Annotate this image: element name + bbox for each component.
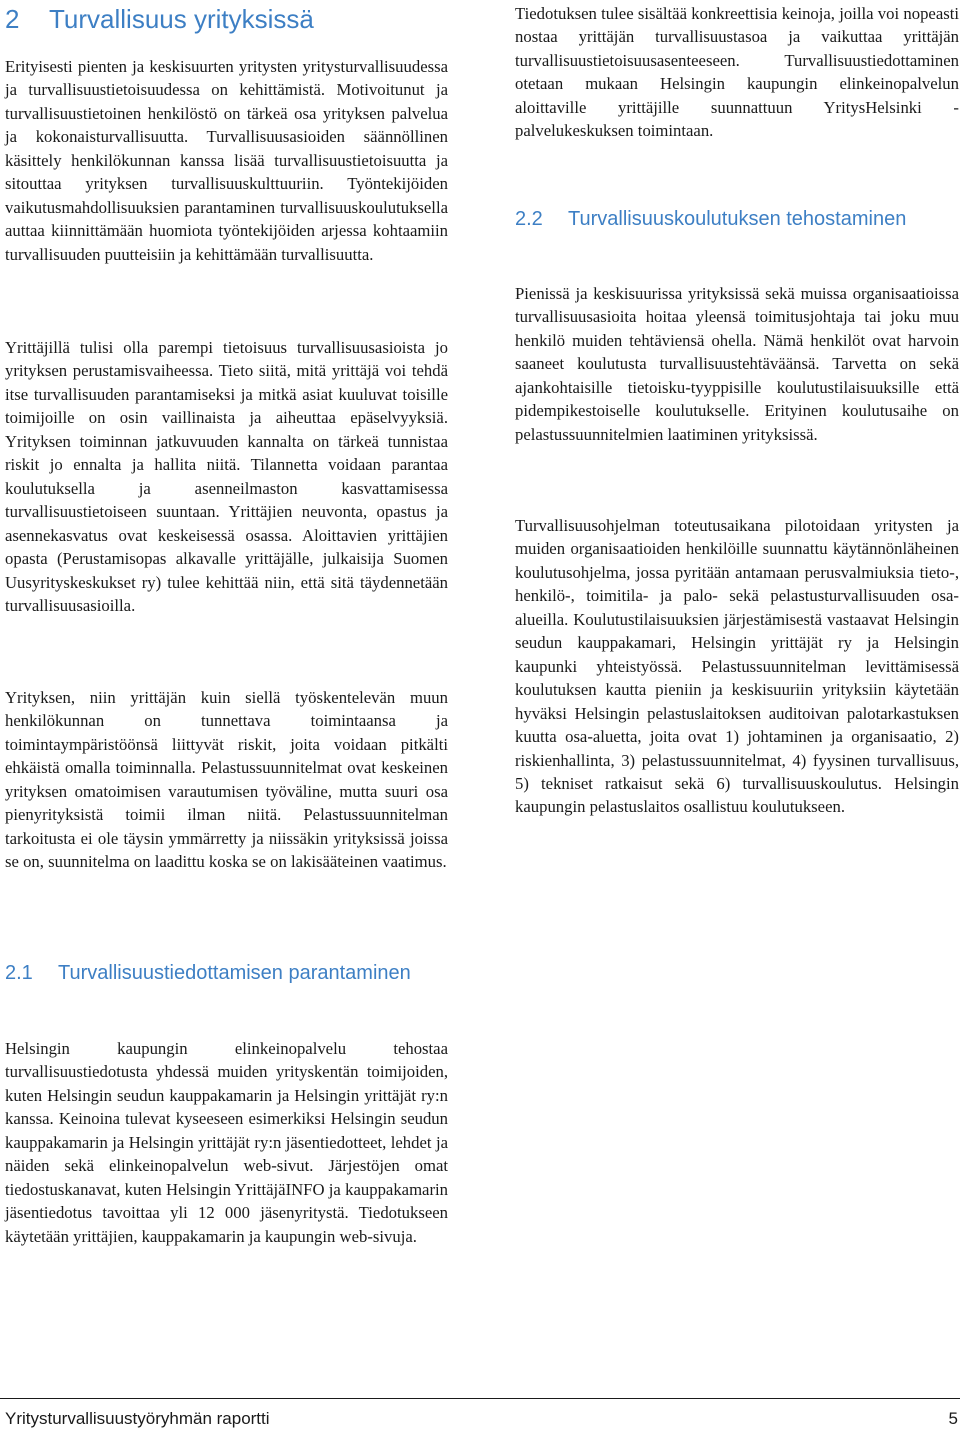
subsection-number: 2.2: [515, 208, 543, 230]
body-paragraph: Erityisesti pienten ja keskisuurten yritysten yritysturvallisuudessa ja turvallisuustietoisuudessa on kehittämistä. Motivoitunut ja turvallisuustietoinen henkilöstö on tärkeä osa yrityksen palvelua ja kokonaisturvallisuutta. Turvallisuusasioiden säännöllinen käsittely henkilökunnan kanssa lisää turvallisuustietoisuutta ja sitouttaa yrityksen turvallisuuskulttuuriin. Työntekijöiden vaikutusmahdollisuuksien parantaminen turvallisuuskoulutuksella auttaa kiinnittämään huomiota työntekijöiden arjessa kohtaamiin turvallisuuden puutteisiin ja kehittämään turvallisuutta.: [5, 57, 448, 264]
body-paragraph: Turvallisuusohjelman toteutusaikana pilotoidaan yritysten ja muiden organisaatioiden henkilöille suunnattu käytännönläheinen koulutusohjelma, jossa pyritään antamaan perusvalmiuksia tieto-, henkilö-, toimitila- ja palo- sekä pelastusturvallisuuden osa-alueilla. Koulutustilaisuuksien järjestämisestä vastaavat Helsingin seudun kauppakamari, Helsingin yrittäjät ry ja Helsingin kaupunki yhteistyössä. Pelastussuunnitelman levittämisessä koulutuksen kautta pieniin ja keskisuuriin yrityksiin käytetään hyväksi Helsingin pelastuslaitoksen auditoivan palotarkastuksen kuutta osa-aluetta, joita ovat 1) johtaminen ja organisaatio, 2) riskienhallinta, 3) pelastussuunnitelmat, 4) fyysinen turvallisuus, 5) tekniset ratkaisut sekä 6) turvallisuuskoulutus. Helsingin kaupungin pelastuslaitos osallistuu koulutukseen.: [515, 516, 959, 817]
body-paragraph: Helsingin kaupungin elinkeinopalvelu tehostaa turvallisuustiedotusta yhdessä muiden yrityskentän toimijoiden, kuten Helsingin seudun kauppakamarin ja Helsingin yrittäjät ry:n kanssa. Keinoina tulevat kyseeseen esimerkiksi Helsingin seudun kauppakamarin ja Helsingin yrittäjät ry:n jäsentiedotteet, lehdet ja näiden sekä elinkeinopalvelun web-sivut. Järjestöjen omat tiedostuskanavat, kuten Helsingin YrittäjäINFO ja kauppakamarin jäsentiedotus tavoittaa yli 12 000 jäsenyritystä. Tiedotukseen käytetään yrittäjien, kauppakamarin ja kaupungin web-sivuja.: [5, 1039, 448, 1246]
page-footer: [0, 1398, 960, 1432]
section-title: Turvallisuus yrityksissä: [49, 4, 314, 34]
body-paragraph: Yrittäjillä tulisi olla parempi tietoisuus turvallisuusasioista jo yrityksen perustamisvaiheessa. Tieto siitä, mitä yrittäjä voi tehdä itse turvallisuuden parantamiseksi ja mitkä asiat kuuluvat toisille toimijoille on osin vaillinaista ja aiheuttaa epäselvyyksiä. Yrityksen toiminnan jatkuvuuden kannalta on tärkeä tunnistaa riskit jo ennalta ja hallita niitä. Tilannetta voidaan parantaa koulutuksella ja asenneilmaston kasvattamisessa turvallisuustietoiseen suuntaan. Yrittäjien neuvonta, opastus ja asennekasvatus ovat keskeisessä osassa. Aloittavien yrittäjien opasta (Perustamisopas alkavalle yrittäjälle, julkaisija Suomen Uusyrityskeskukset ry) tulee kehittää niin, että sitä täydennetään turvallisuusasioilla.: [5, 338, 448, 615]
page-number: 5: [948, 1409, 958, 1428]
body-paragraph: Yrityksen, niin yrittäjän kuin siellä työskentelevän muun henkilökunnan on tunnettava toimintaansa ja toimintaympäristöönsä liittyvät riskit, joita voidaan pitkälti ehkäistä omalla toiminnalla. Pelastussuunnitelmat ovat keskeinen yrityksen omatoimisen varautumisen työväline, mutta suuri osa pienyrityksistä toimii ilman niitä. Pelastussuunnitelman tarkoitusta ei ole täysin ymmärretty ja niissäkin yrityksissä joissa se on, suunnitelma on laadittu koska se on lakisääteinen vaatimus.: [5, 688, 448, 872]
subsection-title: Turvallisuustiedottamisen parantaminen: [58, 962, 411, 984]
section-number: 2: [5, 4, 20, 34]
body-paragraph: Pienissä ja keskisuurissa yrityksissä sekä muissa organisaatioissa turvallisuusasioita hoitaa yleensä toimitusjohtaja tai joku muu henkilö muiden tehtäviensä ohella. Nämä henkilöt ovat harvoin saaneet koulutusta turvallisuustehtäväänsä. Tarvetta on sekä ajankohtaisille tietoisku-tyyppisille koulutustilaisuuksille että pidempikestoiselle koulutukselle. Erityinen koulutusaihe on pelastussuunnitelmien laatiminen yrityksissä.: [515, 284, 959, 444]
subsection-title: Turvallisuuskoulutuksen tehostaminen: [568, 208, 907, 230]
section-heading: [5, 3, 314, 35]
subsection-number: 2.1: [5, 962, 33, 984]
footer-report-title: Yritysturvallisuustyöryhmän raportti: [5, 1409, 270, 1428]
subsection-heading: [515, 206, 959, 232]
subsection-heading: [5, 960, 448, 986]
body-paragraph: Tiedotuksen tulee sisältää konkreettisia keinoja, joilla voi nopeasti nostaa yrittäjän turvallisuustasoa ja vaikuttaa yrittäjän turvallisuustietoisuusasenteeseen. Turvallisuustiedottaminen otetaan mukaan Helsingin kaupungin elinkeinopalvelun aloittaville yrittäjille suunnattuun YritysHelsinki -palvelukeskuksen toimintaan.: [515, 4, 959, 141]
